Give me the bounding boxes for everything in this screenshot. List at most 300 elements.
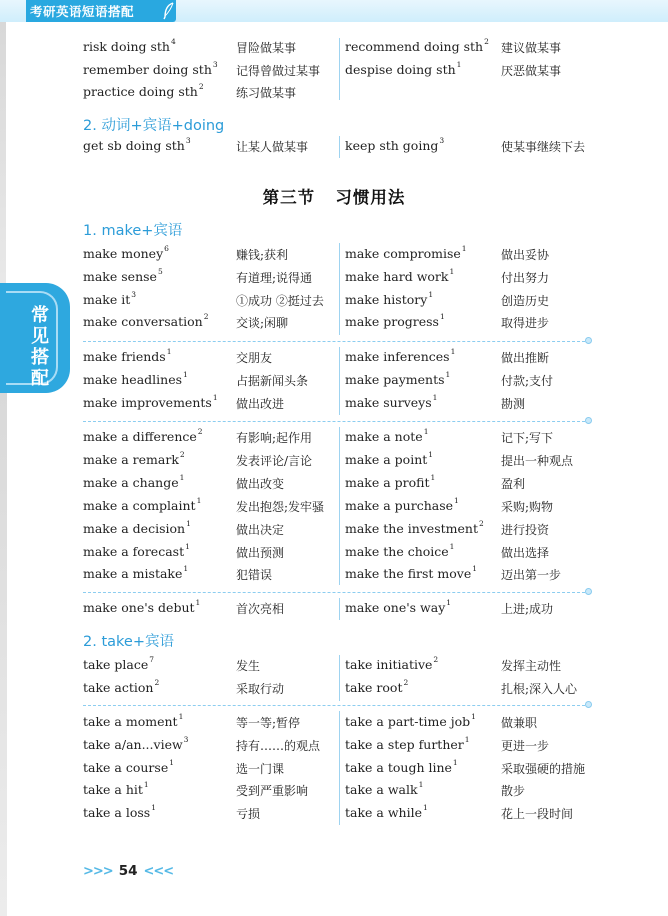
side-tab	[0, 283, 70, 393]
phrase-cn-text: 做出预测	[236, 545, 285, 560]
phrase-cn	[501, 782, 525, 799]
phrase-row	[83, 395, 603, 417]
phrase-row	[83, 495, 603, 520]
phrase-cn-text: 交谈;闲聊	[236, 316, 289, 331]
phrase-cn-text: 有影响;起作用	[236, 431, 313, 445]
phrase-en-text: make sense	[83, 268, 157, 284]
phrase-cn-text: ①成功 ②挺过去	[236, 293, 324, 308]
phrase-en-text: take root	[345, 680, 403, 695]
phrase-en-text: make conversation	[83, 314, 203, 330]
phrase-cn-text: 持有……的观点	[236, 738, 321, 753]
phrase-cn-text: 等一等;暂停	[236, 716, 301, 730]
phrase-en	[345, 805, 428, 820]
phrase-en-text: despise doing sth	[345, 61, 456, 77]
phrase-en-text: take a tough line	[345, 759, 452, 775]
phrase-cn-text: 发出抱怨;发牢骚	[236, 499, 325, 514]
phrase-en-text: make surveys	[345, 395, 432, 410]
phrase-en-text: take a step further	[345, 736, 464, 752]
phrase-cn-text: 做出妥协	[501, 248, 550, 262]
phrase-en-text: get sb doing sth	[83, 138, 185, 153]
phrase-cn-text: 勘测	[501, 397, 526, 411]
phrase-en	[345, 600, 451, 615]
phrase-cn-text: 盈利	[501, 476, 526, 491]
frequency-mark: 2	[197, 427, 203, 436]
frequency-mark: 1	[428, 449, 434, 459]
phrase-en	[345, 59, 462, 77]
phrase-en-text: take a walk	[345, 782, 418, 798]
phrase-en	[345, 84, 346, 99]
phrase-en-text: keep sth going	[345, 138, 439, 153]
phrase-en	[345, 566, 477, 581]
phrase-en	[83, 372, 188, 387]
phrase-row	[83, 59, 603, 84]
phrase-en-text: make friends	[83, 349, 166, 364]
phrase-row	[83, 518, 603, 543]
frequency-mark: 1	[151, 803, 156, 813]
phrase-cn-text: 更进一步	[501, 738, 550, 753]
feather-icon	[162, 2, 176, 20]
frequency-mark: 1	[450, 347, 456, 356]
phrase-cn-text: 做出推断	[501, 351, 550, 365]
phrase-en-text: take a part-time job	[345, 714, 471, 729]
phrase-cn	[501, 760, 585, 777]
frequency-mark: 1	[186, 518, 191, 528]
phrase-cn-text: 交朋友	[236, 351, 273, 365]
phrase-en-text: make the investment	[345, 520, 478, 536]
phrase-cn-text: 发挥主动性	[501, 659, 562, 673]
phrase-en-text: make a remark	[83, 451, 179, 467]
phrase-cn-text: 做出选择	[501, 545, 550, 560]
phrase-cn	[236, 737, 320, 754]
phrase-cn	[501, 544, 549, 561]
phrase-cn-text: 让某人做某事	[236, 140, 309, 154]
phrase-en-text: make a mistake	[83, 566, 183, 582]
phrase-row	[83, 449, 603, 474]
frequency-mark: 1	[452, 757, 458, 767]
phrase-en-text: take place	[83, 657, 149, 672]
phrase-en-text: make a difference	[83, 429, 197, 444]
phrase-en	[83, 600, 200, 615]
phrase-row	[83, 429, 603, 451]
phrase-en	[83, 449, 185, 467]
phrase-en-text: make hard work	[345, 268, 449, 284]
phrase-row	[83, 541, 603, 566]
book-title: 考研英语短语搭配	[30, 4, 135, 19]
phrase-en-text: make a change	[83, 474, 179, 490]
phrase-en-text: make history	[345, 291, 428, 307]
phrase-cn	[236, 521, 284, 538]
phrase-en	[345, 138, 444, 153]
phrase-en-text: make payments	[345, 372, 445, 387]
phrase-en-text: make one's debut	[83, 600, 195, 615]
phrase-en	[83, 84, 204, 99]
phrase-en	[83, 266, 163, 284]
phrase-cn	[236, 349, 272, 366]
phrase-cn-text: 冒险做某事	[236, 41, 297, 55]
phrase-en-text: recommend doing sth	[345, 39, 484, 54]
phrase-en	[345, 657, 438, 672]
phrase-cn-text: 采取强硬的措施	[501, 761, 586, 776]
frequency-mark: 3	[439, 136, 445, 145]
group-separator	[83, 421, 590, 422]
phrase-cn	[501, 39, 561, 56]
phrase-en-text: remember doing sth	[83, 61, 212, 77]
frequency-mark: 2	[433, 655, 439, 664]
side-tab-label: 常见搭配	[31, 305, 49, 389]
phrase-row	[83, 714, 603, 736]
frequency-mark: 2	[403, 678, 409, 687]
phrase-cn	[236, 805, 260, 822]
phrase-en	[83, 782, 149, 797]
phrase-en-text: make a forecast	[83, 543, 185, 559]
group-separator	[83, 705, 590, 706]
phrase-cn-text: 发表评论/言论	[236, 453, 313, 468]
phrase-en	[83, 59, 218, 77]
frequency-mark: 1	[423, 803, 428, 813]
header-bar	[0, 0, 668, 22]
phrase-cn-text: 选一门课	[236, 761, 285, 776]
phrase-cn	[501, 62, 561, 79]
phrase-en	[83, 349, 172, 364]
phrase-cn-text: 进行投资	[501, 522, 550, 537]
group-separator	[83, 592, 590, 593]
phrase-en	[345, 472, 436, 490]
phrase-cn-text: 取得进步	[501, 316, 550, 331]
phrase-en	[345, 734, 470, 752]
phrase-cn	[501, 246, 549, 263]
frequency-mark: 5	[157, 266, 163, 276]
phrase-en	[345, 757, 458, 775]
phrase-cn-text: 犯错误	[236, 568, 273, 583]
frequency-mark: 1	[143, 780, 149, 790]
phrase-row	[83, 138, 603, 160]
frequency-mark: 7	[149, 655, 155, 664]
phrase-cn	[501, 429, 553, 446]
phrase-en	[83, 805, 156, 820]
phrase-en	[83, 138, 191, 153]
phrase-en-text: take a/an...view	[83, 736, 183, 752]
phrase-cn	[501, 680, 577, 697]
phrase-row	[83, 782, 603, 804]
phrase-cn	[236, 544, 284, 561]
subheading-verb-obj-doing: 2. 动词+宾语+doing	[83, 118, 225, 134]
phrase-en	[345, 349, 455, 364]
phrase-en-text: take a while	[345, 805, 422, 821]
phrase-en-text: take a loss	[83, 805, 151, 821]
phrase-row	[83, 757, 603, 782]
frequency-mark: 1	[456, 59, 462, 69]
phrase-cn-text: 使某事继续下去	[501, 140, 586, 154]
frequency-mark: 2	[484, 37, 489, 46]
phrase-cn-text: 建议做某事	[501, 41, 562, 55]
subheading-make-obj: 1. make+宾语	[83, 223, 183, 239]
phrase-cn-text: 有道理;说得通	[236, 270, 313, 285]
phrase-en	[83, 472, 185, 490]
phrase-en	[345, 495, 459, 513]
phrase-cn	[236, 395, 284, 412]
phrase-row	[83, 566, 603, 588]
phrase-en	[345, 429, 428, 444]
phrase-cn	[236, 452, 312, 469]
page-footer	[83, 860, 173, 880]
phrase-cn-text: 做兼职	[501, 716, 538, 730]
phrase-en	[345, 680, 408, 695]
separator-dot	[585, 337, 592, 344]
frequency-mark: 1	[430, 472, 436, 482]
phrase-cn-text: 发生	[236, 659, 261, 673]
frequency-mark: 6	[164, 244, 169, 253]
phrase-cn	[236, 782, 308, 799]
phrase-en-text: make a decision	[83, 520, 186, 536]
phrase-en-text: take a moment	[83, 714, 178, 729]
phrase-cn	[236, 62, 320, 79]
phrase-row	[83, 657, 603, 679]
frequency-mark: 1	[185, 541, 190, 551]
phrase-cn-text: 付款;支付	[501, 374, 554, 388]
phrase-en	[83, 518, 191, 536]
phrase-en-text: make a profit	[345, 474, 430, 490]
phrase-cn-text: 做出改变	[236, 476, 285, 491]
page-number: 54	[118, 863, 138, 879]
phrase-cn	[236, 269, 312, 286]
frequency-mark: 1	[183, 370, 188, 379]
phrase-row	[83, 805, 603, 827]
frequency-mark: 3	[185, 136, 191, 145]
phrase-en	[345, 39, 489, 54]
phrase-en-text: make inferences	[345, 349, 450, 364]
phrase-cn-text: 做出改进	[236, 397, 285, 411]
phrase-cn	[236, 657, 260, 674]
phrase-en	[83, 395, 218, 410]
page-edge-strip	[0, 22, 6, 283]
phrase-cn	[501, 657, 561, 674]
phrase-cn-text: 散步	[501, 784, 526, 799]
phrase-en-text: make progress	[345, 314, 439, 330]
phrase-row	[83, 349, 603, 371]
phrase-cn	[501, 737, 549, 754]
phrase-cn-text: 记下;写下	[501, 431, 554, 445]
phrase-en-text: make the choice	[345, 543, 449, 559]
phrase-cn	[236, 246, 288, 263]
phrase-en-text: make compromise	[345, 246, 461, 261]
frequency-mark: 1	[179, 472, 185, 482]
phrase-en	[83, 246, 169, 261]
section-title: 第三节 习惯用法	[262, 188, 406, 207]
phrase-en	[83, 541, 190, 559]
phrase-en	[83, 495, 202, 513]
phrase-cn	[501, 292, 549, 309]
phrase-cn-text: 付出努力	[501, 270, 550, 285]
phrase-en	[83, 566, 188, 581]
phrase-cn	[501, 138, 585, 155]
phrase-cn	[236, 429, 312, 446]
phrase-en	[345, 395, 437, 410]
frequency-mark: 1	[169, 757, 174, 767]
separator-dot	[585, 588, 592, 595]
phrase-cn	[501, 566, 561, 583]
footer-arrows-left: >>>	[83, 864, 113, 879]
page-edge-strip-lower	[0, 393, 7, 916]
frequency-mark: 2	[203, 312, 209, 322]
phrase-cn	[501, 600, 553, 617]
phrase-cn	[236, 760, 284, 777]
frequency-mark: 1	[418, 780, 424, 790]
phrase-cn	[236, 600, 284, 617]
phrase-en	[83, 734, 189, 752]
separator-dot	[585, 417, 592, 424]
phrase-en-text: take action	[83, 680, 154, 695]
phrase-cn	[501, 269, 549, 286]
phrase-en	[345, 714, 476, 729]
phrase-en-text: risk doing sth	[83, 39, 170, 54]
phrase-cn-text: 采购;购物	[501, 499, 554, 514]
phrase-cn-text: 扎根;深入人心	[501, 682, 578, 696]
phrase-cn	[236, 372, 308, 389]
frequency-mark: 1	[445, 370, 451, 379]
phrase-row	[83, 39, 603, 61]
frequency-mark: 1	[183, 564, 189, 574]
frequency-mark: 1	[439, 312, 445, 322]
frequency-mark: 1	[454, 495, 459, 505]
phrase-row	[83, 266, 603, 291]
phrase-en	[345, 518, 484, 536]
frequency-mark: 1	[449, 541, 455, 551]
phrase-row	[83, 246, 603, 268]
phrase-cn	[501, 395, 525, 412]
phrase-cn	[501, 314, 549, 331]
phrase-row	[83, 600, 603, 622]
phrase-cn-text: 占据新闻头条	[236, 374, 309, 388]
phrase-cn	[236, 138, 308, 155]
phrase-cn-text: 厌恶做某事	[501, 63, 562, 78]
phrase-row	[83, 734, 603, 759]
frequency-mark: 1	[178, 712, 184, 721]
phrase-cn	[236, 39, 296, 56]
phrase-cn-text: 练习做某事	[236, 86, 297, 100]
phrase-en	[345, 289, 434, 307]
frequency-mark: 1	[461, 244, 467, 253]
phrase-en	[83, 757, 174, 775]
subheading-take-obj: 2. take+宾语	[83, 634, 174, 650]
group-separator	[83, 341, 590, 342]
phrase-cn	[236, 475, 284, 492]
frequency-mark: 2	[154, 678, 160, 687]
frequency-mark: 1	[471, 712, 476, 721]
phrase-cn	[236, 292, 324, 309]
phrase-en-text: take a hit	[83, 782, 143, 798]
phrase-cn-text: 受到严重影响	[236, 784, 309, 799]
phrase-cn	[501, 475, 525, 492]
phrase-row	[83, 472, 603, 497]
phrase-cn-text: 花上一段时间	[501, 807, 574, 822]
phrase-en	[345, 246, 467, 261]
phrase-en	[83, 714, 183, 729]
phrase-en-text: make money	[83, 246, 164, 261]
phrase-row	[83, 314, 603, 336]
phrase-en	[83, 314, 209, 329]
frequency-mark: 1	[195, 598, 201, 607]
frequency-mark: 1	[428, 289, 434, 299]
phrase-cn	[236, 314, 288, 331]
phrase-en-text: make improvements	[83, 395, 212, 410]
phrase-en	[345, 782, 423, 797]
separator-dot	[585, 701, 592, 708]
phrase-cn	[236, 566, 272, 583]
phrase-en-text: make a purchase	[345, 497, 454, 513]
phrase-cn	[501, 521, 549, 538]
frequency-mark: 1	[472, 564, 478, 574]
phrase-cn	[236, 84, 296, 101]
phrase-en	[83, 289, 137, 307]
phrase-en-text: take initiative	[345, 657, 433, 672]
phrase-en	[83, 39, 176, 54]
phrase-cn	[501, 498, 553, 515]
frequency-mark: 2	[179, 449, 185, 459]
frequency-mark: 4	[170, 37, 176, 46]
phrase-en	[83, 657, 154, 672]
phrase-cn	[501, 714, 537, 731]
frequency-mark: 1	[432, 393, 438, 402]
frequency-mark: 1	[446, 598, 452, 607]
phrase-cn-text: 做出决定	[236, 522, 285, 537]
phrase-cn-text: 亏损	[236, 807, 261, 822]
phrase-cn	[501, 452, 573, 469]
phrase-cn	[236, 714, 300, 731]
phrase-cn	[501, 349, 549, 366]
frequency-mark: 1	[212, 393, 218, 402]
phrase-cn-text: 上进;成功	[501, 602, 554, 616]
phrase-en	[345, 449, 434, 467]
phrase-cn-text: 赚钱;获利	[236, 248, 289, 262]
phrase-cn-text: 首次亮相	[236, 602, 285, 616]
phrase-en-text: make it	[83, 291, 131, 307]
phrase-en	[83, 680, 159, 695]
phrase-en-text: make a note	[345, 429, 423, 444]
frequency-mark: 3	[212, 59, 218, 69]
phrase-cn-text: 迈出第一步	[501, 568, 562, 583]
phrase-row	[83, 680, 603, 702]
phrase-cn	[501, 805, 573, 822]
phrase-en	[345, 314, 445, 329]
phrase-en-text: make the first move	[345, 566, 472, 582]
phrase-en-text: make headlines	[83, 372, 183, 387]
phrase-en-text: practice doing sth	[83, 84, 198, 99]
phrase-en	[345, 266, 455, 284]
frequency-mark: 1	[449, 266, 455, 276]
phrase-row	[83, 372, 603, 394]
phrase-row	[83, 289, 603, 314]
footer-arrows-right: <<<	[143, 864, 174, 879]
frequency-mark: 3	[183, 734, 189, 744]
phrase-en	[345, 372, 450, 387]
frequency-mark: 1	[423, 427, 429, 436]
frequency-mark: 2	[198, 82, 204, 91]
phrase-cn	[236, 680, 284, 697]
phrase-en-text: make one's way	[345, 600, 446, 615]
phrase-row	[83, 84, 603, 106]
phrase-cn-text: 创造历史	[501, 293, 550, 308]
phrase-cn-text: 采取行动	[236, 682, 285, 696]
phrase-cn-text: 记得曾做过某事	[236, 63, 321, 78]
phrase-en-text: make a complaint	[83, 497, 196, 513]
phrase-en	[83, 429, 203, 444]
frequency-mark: 1	[196, 495, 202, 505]
frequency-mark: 1	[166, 347, 172, 356]
frequency-mark: 2	[478, 518, 484, 528]
phrase-cn	[501, 372, 553, 389]
frequency-mark: 3	[131, 289, 137, 299]
phrase-cn-text: 提出一种观点	[501, 453, 574, 468]
